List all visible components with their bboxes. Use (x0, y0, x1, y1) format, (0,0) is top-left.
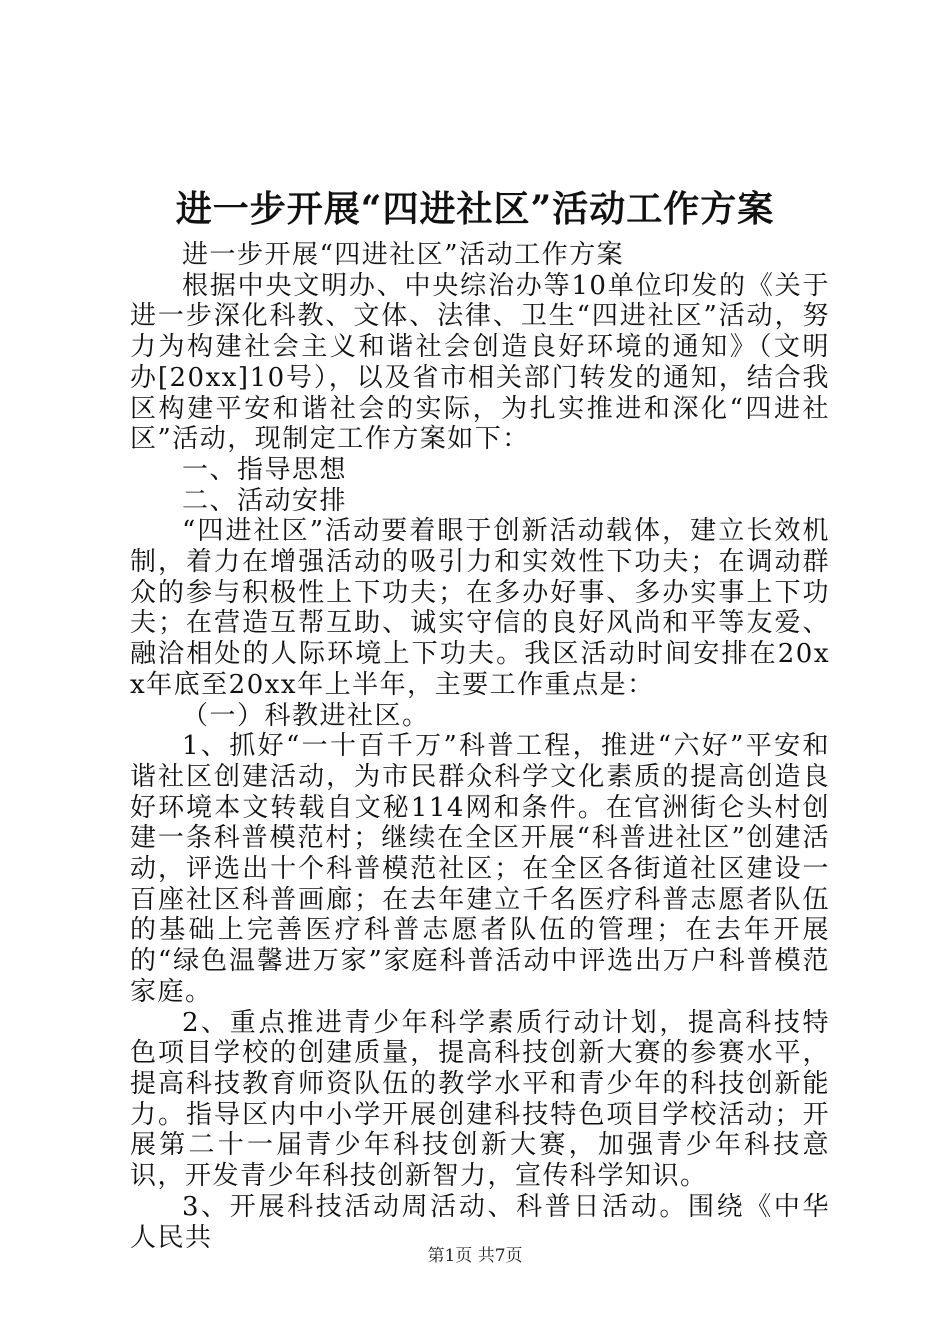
paragraph-intro: 根据中央文明办、中央综治办等10单位印发的《关于进一步深化科教、文体、法律、卫生“四进社区”活动，努力为构建社会主义和谐社会创造良好环境的通知》（文明办[20xx]10号），以及省市相关部门转发的通知，结合我区构建平安和谐社会的实际，为扎实推进和深化“四进社区”活动，现制定工作方案如下： (130, 270, 830, 455)
paragraph-subtitle: 进一步开展“四进社区”活动工作方案 (182, 240, 625, 270)
document-body (130, 240, 830, 1253)
paragraph-item-3: 3、开展科技活动周活动、科普日活动。围绕《中华人民共 (130, 1191, 830, 1253)
paragraph-item-2: 2、重点推进青少年科学素质行动计划，提高科技特色项目学校的创建质量，提高科技创新大赛的参赛水平，提高科技教育师资队伍的教学水平和青少年的科技创新能力。指导区内中小学开展创建科技特色项目学校活动；开展第二十一届青少年科技创新大赛，加强青少年科技意识，开发青少年科技创新智力，宣传科学知识。 (130, 1007, 830, 1192)
paragraph-item-1: 1、抓好“一十百千万”科普工程，推进“六好”平安和谐社区创建活动，为市民群众科学文化素质的提高创造良好环境本文转载自文秘114网和条件。在官洲街仑头村创建一条科普模范村；继续在全区开展“科普进社区”创建活动，评选出十个科普模范社区；在全区各街道社区建设一百座社区科普画廊；在去年建立千名医疗科普志愿者队伍的基础上完善医疗科普志愿者队伍的管理；在去年开展的“绿色温馨进万家”家庭科普活动中评选出万户科普模范家庭。 (130, 731, 830, 1007)
paragraph-activity-focus: “四进社区”活动要着眼于创新活动载体，建立长效机制，着力在增强活动的吸引力和实效性下功夫；在调动群众的参与积极性上下功夫；在多办好事、多办实事上下功夫；在营造互帮互助、诚实守信的良好风尚和平等友爱、融洽相处的人际环境上下功夫。我区活动时间安排在20xx年底至20xx年上半年，主要工作重点是： (130, 516, 830, 700)
page-number-footer: 第1页 共7页 (427, 1246, 523, 1266)
heading-activity-arrangement: 二、活动安排 (182, 485, 348, 516)
heading-guiding-ideology: 一、指导思想 (182, 454, 348, 485)
heading-science-education: （一）科教进社区。 (182, 700, 430, 731)
document-title: 进一步开展“四进社区”活动工作方案 (175, 188, 775, 230)
